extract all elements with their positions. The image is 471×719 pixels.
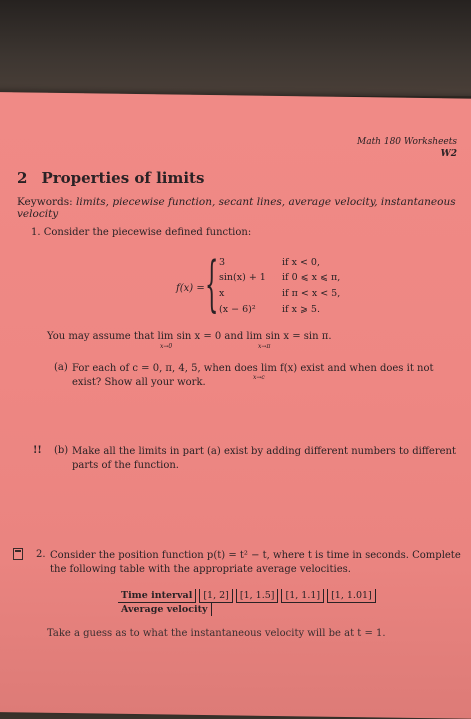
question-1-number: 1.: [31, 227, 41, 238]
table-interval: [1, 1.5]: [236, 589, 279, 603]
question-2-text: Consider the position function p(t) = t² − t, where t is time in seconds. Complete the following table with the appropriate average velocities.: [50, 550, 461, 575]
question-1-text: Consider the piecewise defined function:: [43, 227, 252, 238]
part-a-label: (a): [54, 362, 68, 373]
desk-background: [0, 0, 471, 96]
calculator-icon: [13, 548, 23, 560]
table-interval: [1, 1.1]: [281, 589, 324, 603]
piece-expr-4: (x − 6)²: [219, 304, 256, 315]
guess-prompt: Take a guess as to what the instantaneous velocity will be at t = 1.: [47, 628, 386, 639]
question-2-number: 2.: [36, 549, 46, 560]
table-row-label: Average velocity: [118, 603, 212, 616]
table-velocity-row: [118, 603, 376, 616]
part-a-text: For each of c = 0, π, 4, 5, when does lim f(x) exist and when does it not exist? Show all your work.: [72, 363, 434, 388]
piece-cond-1: if x < 0,: [282, 257, 320, 268]
attention-marker: !!: [33, 445, 42, 456]
section-title: Properties of limits: [41, 169, 205, 187]
keywords-label: Keywords:: [17, 196, 73, 208]
course-title: Math 180 Worksheets: [356, 137, 457, 147]
piece-expr-2: sin(x) + 1: [219, 272, 266, 283]
piece-expr-3: x: [219, 288, 225, 299]
assumption-text: You may assume that lim sin x = 0 and lim sin x = sin π.: [47, 331, 332, 342]
piece-expr-1: 3: [219, 257, 226, 268]
keywords-list: limits, piecewise function, secant lines, average velocity, instantaneous velocity: [17, 196, 456, 220]
piecewise-brace: {: [205, 249, 219, 319]
table-header-label: Time interval: [118, 589, 196, 603]
piece-cond-4: if x ⩾ 5.: [282, 304, 320, 315]
table-interval: [1, 2]: [199, 589, 233, 603]
piece-cond-3: if π < x < 5,: [282, 288, 341, 299]
section-number: 2: [17, 169, 28, 187]
worksheet-code: W2: [440, 149, 457, 159]
section-heading: [17, 169, 204, 187]
part-a-sub: x→c: [253, 374, 265, 381]
part-b-label: (b): [54, 445, 69, 456]
velocity-table: [118, 589, 376, 616]
assumption-sub-1: x→0: [160, 343, 173, 350]
function-name: f(x) =: [176, 283, 205, 294]
question-1-intro: [31, 227, 251, 238]
assumption-sub-2: x→π: [258, 343, 271, 350]
worksheet-header: [357, 136, 457, 160]
table-interval: [1, 1.01]: [327, 589, 376, 603]
piece-cond-2: if 0 ⩽ x ⩽ π,: [282, 272, 341, 283]
table-header-row: [118, 589, 376, 603]
part-b-text: Make all the limits in part (a) exist by adding different numbers to different parts of the function.: [72, 446, 456, 471]
keywords-line: [17, 196, 471, 220]
